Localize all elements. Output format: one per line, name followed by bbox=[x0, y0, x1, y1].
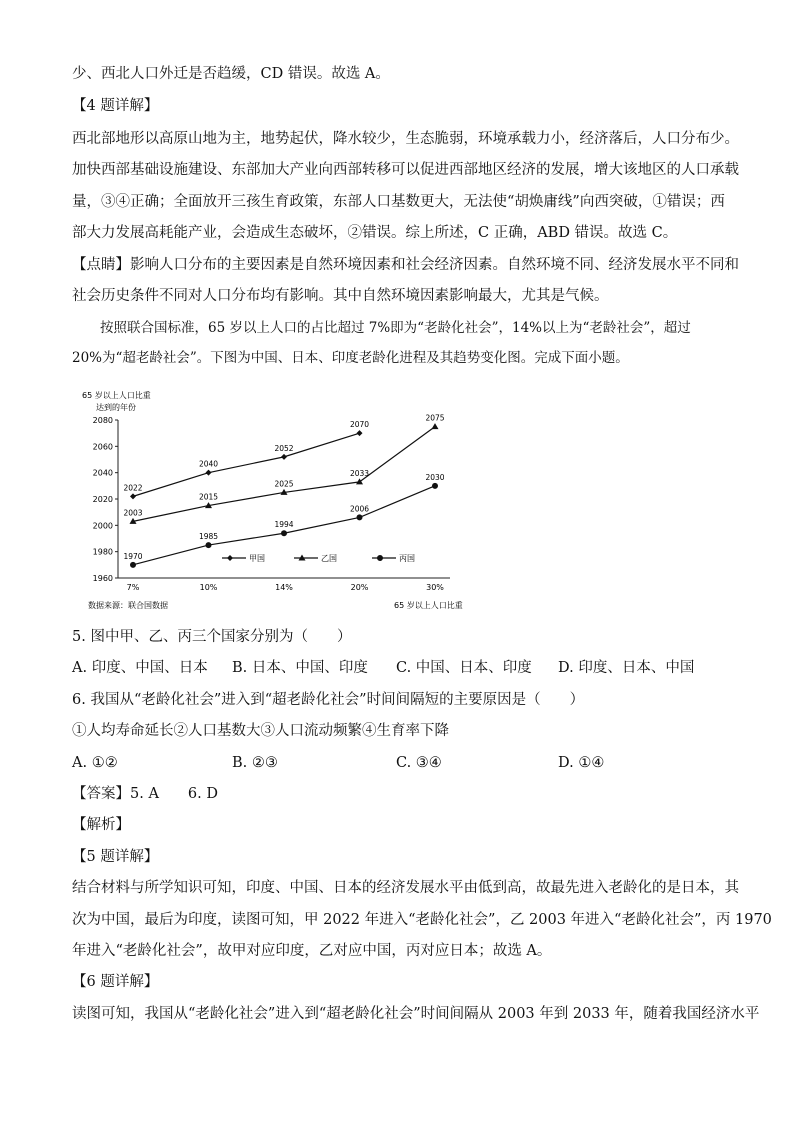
data-label: 1985 bbox=[198, 532, 219, 542]
chart-source: 数据来源：联合国数据 bbox=[88, 601, 168, 610]
q5-option-b: B. 日本、中国、印度 bbox=[232, 660, 368, 676]
data-point bbox=[281, 530, 287, 536]
section-heading: 【6 题详解】 bbox=[72, 974, 159, 990]
y-axis-label-line2: 达到的年份 bbox=[96, 403, 136, 412]
text-line: 西北部地形以高原山地为主，地势起伏，降水较少，生态脆弱，环境承载力小，经济落后，人口分布少。 bbox=[72, 131, 739, 147]
data-label: 2015 bbox=[198, 492, 219, 502]
y-tick-label: 1980 bbox=[92, 547, 113, 557]
data-point bbox=[357, 430, 363, 436]
x-tick-label: 14% bbox=[275, 583, 293, 592]
question-6: 6. 我国从“老龄化社会”进入到“超老龄化社会”时间间隔短的主要原因是（ ） bbox=[72, 692, 585, 708]
text-line: 年进入“老龄化社会”，故甲对应印度，乙对应中国，丙对应日本；故选 A。 bbox=[72, 943, 552, 959]
chart-axes bbox=[92, 413, 450, 592]
data-label: 2006 bbox=[349, 504, 370, 514]
data-label: 2040 bbox=[198, 459, 219, 469]
data-label: 2033 bbox=[349, 468, 370, 478]
analysis-tag: 【解析】 bbox=[72, 817, 130, 833]
series-line bbox=[133, 427, 435, 522]
q5-option-a: A. 印度、中国、日本 bbox=[72, 660, 208, 676]
q6-option-b: B. ②③ bbox=[232, 755, 278, 771]
data-label: 2022 bbox=[123, 483, 143, 493]
q6-option-a: A. ①② bbox=[72, 755, 118, 771]
question-5: 5. 图中甲、乙、丙三个国家分别为（ ） bbox=[72, 629, 352, 645]
data-label: 2003 bbox=[123, 508, 143, 518]
data-label: 2070 bbox=[349, 420, 370, 430]
text-line: 次为中国，最后为印度，读图可知，甲 2022 年进入“老龄化社会”，乙 2003 年进入“老龄化社会”，丙 1970 bbox=[72, 912, 772, 928]
aging-trend-chart bbox=[72, 386, 492, 618]
text-line: 量，③④正确；全面放开三孩生育政策，东部人口基数更大，无法使“胡焕庸线”向西突破，①错误；西 bbox=[72, 194, 725, 210]
section-heading: 【5 题详解】 bbox=[72, 849, 159, 865]
data-label: 2025 bbox=[274, 479, 294, 489]
x-axis-label: 65 岁以上人口比重 bbox=[394, 601, 463, 610]
chart-legend bbox=[222, 554, 415, 563]
y-tick-label: 1960 bbox=[92, 574, 113, 583]
text-line: 读图可知，我国从“老龄化社会”进入到“超老龄化社会”时间间隔从 2003 年到 2033 年，随着我国经济水平 bbox=[72, 1006, 760, 1022]
y-tick-label: 2040 bbox=[92, 468, 113, 478]
x-tick-label: 20% bbox=[350, 583, 369, 592]
legend-label: 乙国 bbox=[321, 554, 337, 563]
data-point bbox=[357, 514, 363, 520]
data-point bbox=[432, 423, 439, 429]
data-label: 1994 bbox=[274, 520, 294, 530]
legend-marker bbox=[227, 555, 233, 561]
chart-series bbox=[123, 414, 444, 568]
legend-marker bbox=[377, 555, 383, 561]
text-line: 【点睛】影响人口分布的主要因素是自然环境因素和社会经济因素。自然环境不同、经济发展水平不同和 bbox=[72, 257, 739, 273]
text-line: 社会历史条件不同对人口分布均有影响。其中自然环境因素影响最大，尤其是气候。 bbox=[72, 288, 609, 304]
text-line: 20%为“超老龄社会”。下图为中国、日本、印度老龄化进程及其趋势变化图。完成下面小题。 bbox=[72, 350, 629, 366]
y-tick-label: 2060 bbox=[92, 442, 113, 452]
y-axis-label-line1: 65 岁以上人口比重 bbox=[82, 391, 151, 400]
x-tick-label: 7% bbox=[126, 583, 140, 592]
data-point bbox=[130, 562, 136, 568]
data-point bbox=[130, 493, 136, 499]
section-heading: 【4 题详解】 bbox=[72, 98, 159, 114]
q5-option-d: D. 印度、日本、中国 bbox=[558, 660, 695, 676]
x-tick-label: 30% bbox=[426, 583, 444, 592]
legend-label: 甲国 bbox=[249, 554, 265, 563]
question-6-stem: ①人均寿命延长②人口基数大③人口流动频繁④生育率下降 bbox=[72, 723, 449, 739]
x-tick-label: 10% bbox=[199, 583, 218, 592]
data-label: 2052 bbox=[274, 443, 294, 453]
data-label: 2030 bbox=[425, 472, 445, 482]
data-label: 2075 bbox=[425, 413, 445, 423]
data-point bbox=[281, 454, 287, 460]
y-tick-label: 2080 bbox=[92, 416, 113, 425]
q6-option-c: C. ③④ bbox=[396, 755, 442, 771]
text-line: 加快西部基础设施建设、东部加大产业向西部转移可以促进西部地区经济的发展，增大该地区的人口承载 bbox=[72, 162, 739, 178]
y-tick-label: 2020 bbox=[92, 495, 113, 504]
text-line: 结合材料与所学知识可知，印度、中国、日本的经济发展水平由低到高，故最先进入老龄化的是日本，其 bbox=[72, 880, 739, 896]
data-label: 1970 bbox=[123, 551, 143, 561]
answer-text: 5. A 6. D bbox=[130, 786, 218, 802]
data-point bbox=[206, 542, 212, 548]
answer-line bbox=[72, 784, 218, 804]
data-point bbox=[356, 478, 363, 484]
q5-option-c: C. 中国、日本、印度 bbox=[396, 660, 532, 676]
y-tick-label: 2000 bbox=[92, 521, 113, 531]
answer-tag: 【答案】 bbox=[72, 786, 130, 802]
q6-option-d: D. ①④ bbox=[558, 755, 605, 771]
text-line: 部大力发展高耗能产业，会造成生态破坏，②错误。综上所述，C 正确，ABD 错误。故选 C。 bbox=[72, 225, 678, 241]
legend-label: 丙国 bbox=[399, 554, 415, 563]
text-line: 少、西北人口外迁是否趋缓，CD 错误。故选 A。 bbox=[72, 66, 390, 82]
text-line: 按照联合国标准，65 岁以上人口的占比超过 7%即为“老龄化社会”，14%以上为“老龄社会”，超过 bbox=[100, 320, 691, 336]
data-point bbox=[432, 483, 438, 489]
data-point bbox=[206, 470, 212, 476]
